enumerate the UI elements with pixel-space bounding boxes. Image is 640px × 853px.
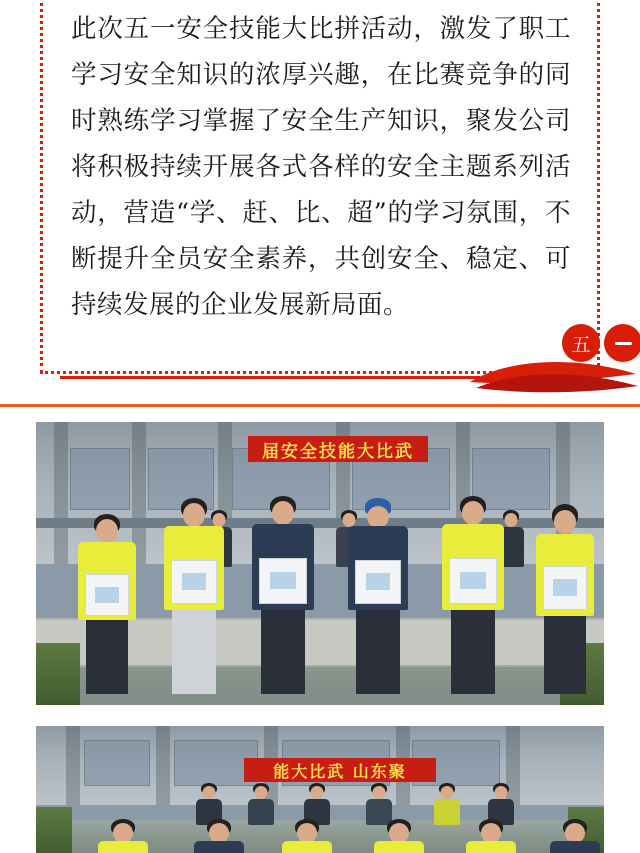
award-recipient xyxy=(442,496,504,694)
photo-1-banner-text: 届安全技能大比武 xyxy=(248,436,428,462)
award-recipient xyxy=(348,498,408,694)
hedge-left xyxy=(36,643,80,705)
section-ribbon xyxy=(0,316,640,400)
award-recipient xyxy=(252,496,314,694)
hedge-left xyxy=(36,807,72,853)
section-number-label: 五 xyxy=(571,333,591,356)
background-person xyxy=(434,783,460,825)
ribbon-line xyxy=(60,376,480,379)
award-group-photo-1 xyxy=(36,422,604,705)
photo-1-scene xyxy=(36,422,604,705)
section-dash-badge xyxy=(604,324,640,362)
background-person xyxy=(248,783,274,825)
award-recipient xyxy=(466,819,516,853)
award-recipient xyxy=(550,819,600,853)
award-recipient xyxy=(536,504,594,694)
section-number-badge xyxy=(562,324,600,362)
award-recipient xyxy=(78,514,136,694)
photo-2-banner-text: 能大比武 山东聚 xyxy=(244,758,436,782)
photo-2-scene xyxy=(36,726,604,853)
award-recipient xyxy=(98,819,148,853)
award-recipient xyxy=(194,819,244,853)
article-paragraph: 此次五一安全技能大比拼活动，激发了职工学习安全知识的浓厚兴趣，在比赛竞争的同时熟练学习掌握了安全生产知识，聚发公司将积极持续开展各式各样的安全主题系列活动，营造“学、赶、比、超”的学习氛围，不断提升全员安全素养，共创安全、稳定、可持续发展的企业发展新局面。 xyxy=(71,14,571,320)
section-divider xyxy=(0,404,640,407)
award-recipient xyxy=(374,819,424,853)
award-recipient xyxy=(282,819,332,853)
dash-icon xyxy=(615,342,632,345)
award-group-photo-2 xyxy=(36,726,604,853)
award-recipient xyxy=(164,498,224,694)
